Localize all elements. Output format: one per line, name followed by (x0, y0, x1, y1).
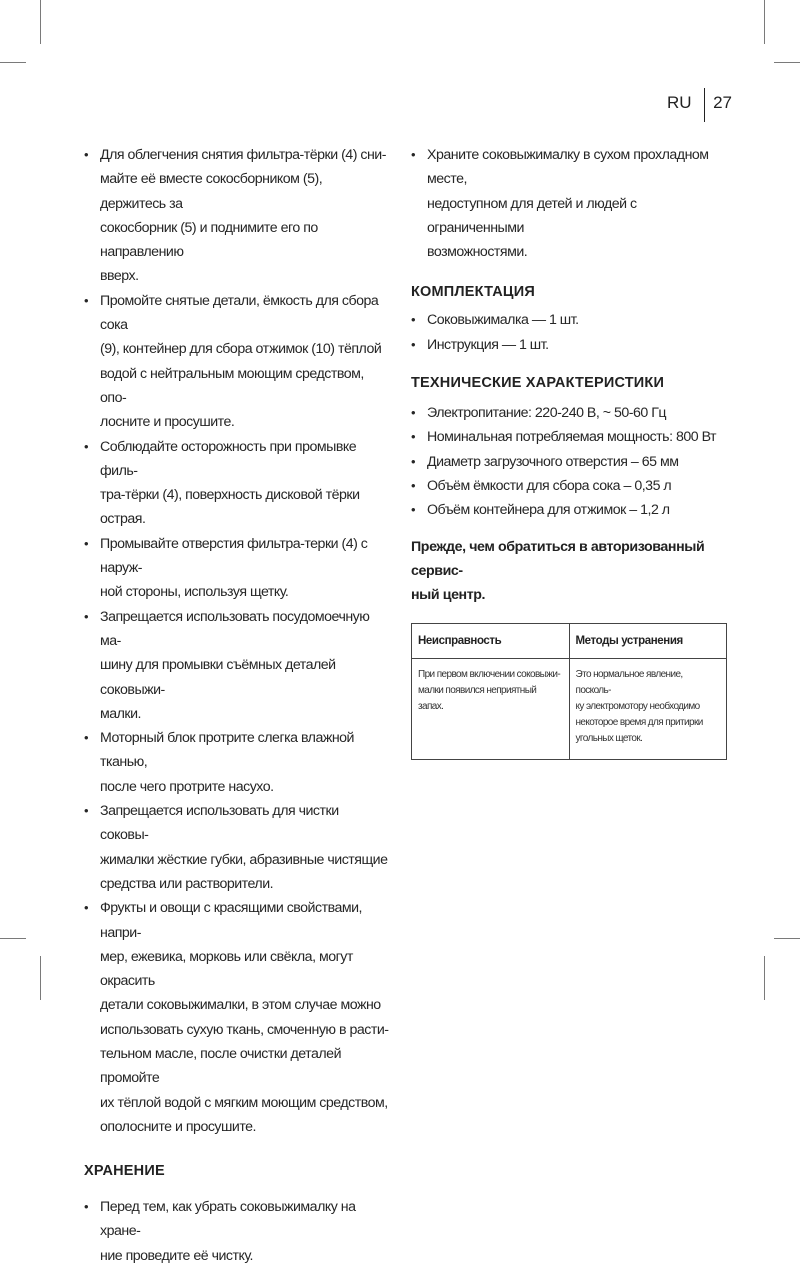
table-row (412, 658, 727, 759)
right-column (411, 143, 729, 760)
page-header (667, 90, 732, 116)
list-item: • Номинальная потребляемая мощность: 800 Вт (411, 425, 729, 449)
header-divider (704, 88, 706, 122)
care-bullet-list (84, 143, 390, 1139)
table-cell-problem: При первом включении соковыжи- малки появился неприятный запах. (412, 658, 570, 759)
column-header-problem: Неисправность (412, 623, 570, 658)
list-item: • Перед тем, как убрать соковыжималку на хране- ние проведите её чистку. (84, 1195, 390, 1268)
column-header-solution: Методы устранения (569, 623, 727, 658)
list-item: • Инструкция — 1 шт. (411, 333, 729, 357)
list-item: • Фрукты и овощи с красящими свойствами, напри- мер, ежевика, морковь или свёкла, могут окрасить детали соковыжималки, в этом случае можно использовать сухую ткань, смоченную в расти- тельном масле, после очистки деталей промойте их тёплой водой с мягким моющим средством, ополосните и просушите. (84, 896, 390, 1139)
table-cell-solution: Это нормальное явление, посколь- ку электромотору необходимо некоторое время для притирки угольных щеток. (569, 658, 727, 759)
crop-mark (774, 938, 800, 939)
crop-mark (764, 0, 765, 44)
crop-mark (40, 0, 41, 44)
left-column (84, 143, 390, 1268)
list-item: • Запрещается использовать посудомоечную ма- шину для промывки съёмных деталей соковыжи- малки. (84, 605, 390, 726)
troubleshooting-table (411, 623, 727, 760)
storage-bullet-list (84, 1195, 390, 1268)
specs-bullet-list (411, 401, 729, 522)
crop-mark (764, 956, 765, 1000)
list-item: • Соковыжималка — 1 шт. (411, 308, 729, 332)
service-note: Прежде, чем обратиться в авторизованный сервис- ный центр. (411, 538, 705, 603)
crop-mark (0, 938, 26, 939)
crop-mark (0, 62, 26, 63)
storage-heading: ХРАНЕНИЕ (84, 1163, 165, 1180)
list-item: • Диаметр загрузочного отверстия – 65 мм (411, 450, 729, 474)
table-header-row (412, 623, 727, 658)
crop-mark (40, 956, 41, 1000)
kit-heading: КОМПЛЕКТАЦИЯ (411, 284, 535, 301)
list-item: • Храните соковыжималку в сухом прохладном месте, недоступном для детей и людей с ограниченными возможностями. (411, 143, 729, 264)
language-code: RU (667, 93, 692, 112)
list-item: • Электропитание: 220-240 В, ~ 50-60 Гц (411, 401, 729, 425)
crop-mark (774, 62, 800, 63)
list-item: • Для облегчения снятия фильтра-тёрки (4) сни- майте её вместе сокосборником (5), держитесь за сокосборник (5) и поднимите его по направлению вверх. (84, 143, 390, 289)
page-number: 27 (713, 93, 732, 112)
list-item: • Моторный блок протрите слегка влажной тканью, после чего протрите насухо. (84, 726, 390, 799)
list-item: • Соблюдайте осторожность при промывке филь- тра-тёрки (4), поверхность дисковой тёрки острая. (84, 435, 390, 532)
specs-heading: ТЕХНИЧЕСКИЕ ХАРАКТЕРИСТИКИ (411, 375, 665, 392)
list-item: • Промывайте отверстия фильтра-терки (4) с наруж- ной стороны, используя щетку. (84, 532, 390, 605)
list-item: • Объём ёмкости для сбора сока – 0,35 л (411, 474, 729, 498)
list-item: • Промойте снятые детали, ёмкость для сбора сока (9), контейнер для сбора отжимок (10) тёплой водой с нейтральным моющим средством, опо- лосните и просушите. (84, 289, 390, 435)
kit-bullet-list (411, 308, 729, 357)
list-item: • Запрещается использовать для чистки соковы- жималки жёсткие губки, абразивные чистящие средства или растворители. (84, 799, 390, 896)
list-item: • Объём контейнера для отжимок – 1,2 л (411, 498, 729, 522)
storage-bullet-list-continued (411, 143, 729, 264)
